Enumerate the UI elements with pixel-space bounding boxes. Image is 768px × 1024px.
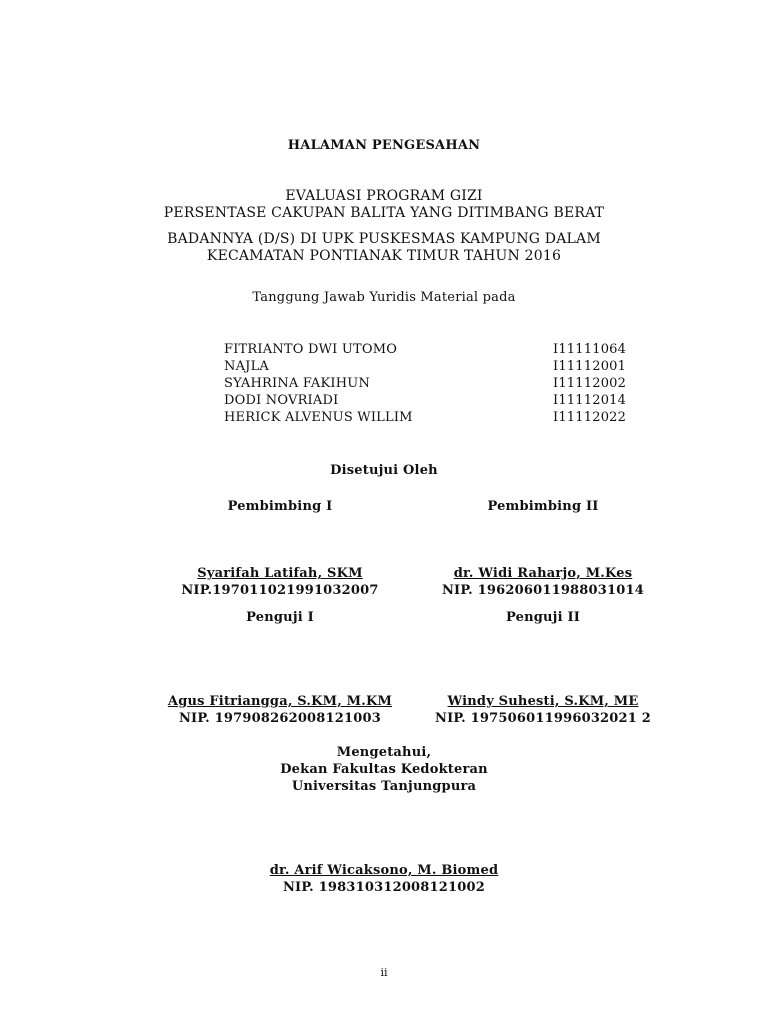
member-nim: I11112014 <box>553 393 627 408</box>
penguji-1-nip: NIP. 197908262008121003 <box>178 711 382 726</box>
member-nim: I11112002 <box>553 376 627 391</box>
pembimbing-2-nip: NIP. 196206011988031014 <box>441 583 645 598</box>
acknowledgement-line-2: Dekan Fakultas Kedokteran <box>280 762 488 777</box>
dean-name <box>0 863 768 878</box>
member-name: NAJLA <box>224 359 269 374</box>
penguji-1-role: Penguji I <box>246 610 314 625</box>
penguji-1-name: Agus Fitriangga, S.KM, M.KM <box>167 694 393 709</box>
member-nim: I11112022 <box>553 410 627 425</box>
member-nim: I11112001 <box>553 359 627 374</box>
acknowledgement-line-1: Mengetahui, <box>336 745 432 760</box>
penguji-2-name: Windy Suhesti, S.KM, ME <box>447 694 639 709</box>
pembimbing-1-name: Syarifah Latifah, SKM <box>197 566 363 581</box>
acknowledgement-line-3: Universitas Tanjungpura <box>291 779 477 794</box>
dean-name-text: dr. Arif Wicaksono, M. Biomed <box>269 863 499 878</box>
document-title-line-4: KECAMATAN PONTIANAK TIMUR TAHUN 2016 <box>206 248 562 264</box>
penguji-2-role: Penguji II <box>505 610 581 625</box>
document-title-line-1: EVALUASI PROGRAM GIZI <box>285 188 483 204</box>
member-name: HERICK ALVENUS WILLIM <box>224 410 413 425</box>
responsibility-text: Tanggung Jawab Yuridis Material pada <box>252 290 516 305</box>
page-number: ii <box>380 966 388 979</box>
pembimbing-1-role: Pembimbing I <box>227 499 333 514</box>
approved-by-label: Disetujui Oleh <box>330 463 438 478</box>
document-title-line-2: PERSENTASE CAKUPAN BALITA YANG DITIMBANG BERAT <box>163 205 605 221</box>
member-nim: I11111064 <box>553 342 627 357</box>
member-name: DODI NOVRIADI <box>224 393 339 408</box>
pembimbing-2-role: Pembimbing II <box>487 499 599 514</box>
penguji-2-nip: NIP. 197506011996032021 2 <box>434 711 652 726</box>
dean-nip: NIP. 198310312008121002 <box>282 880 486 895</box>
pembimbing-1-nip: NIP.197011021991032007 <box>181 583 379 598</box>
page-title: HALAMAN PENGESAHAN <box>287 138 481 153</box>
member-name: FITRIANTO DWI UTOMO <box>224 342 398 357</box>
member-name: SYAHRINA FAKIHUN <box>224 376 371 391</box>
pembimbing-2-name: dr. Widi Raharjo, M.Kes <box>453 566 633 581</box>
document-title-line-3: BADANNYA (D/S) DI UPK PUSKESMAS KAMPUNG DALAM <box>167 231 601 247</box>
